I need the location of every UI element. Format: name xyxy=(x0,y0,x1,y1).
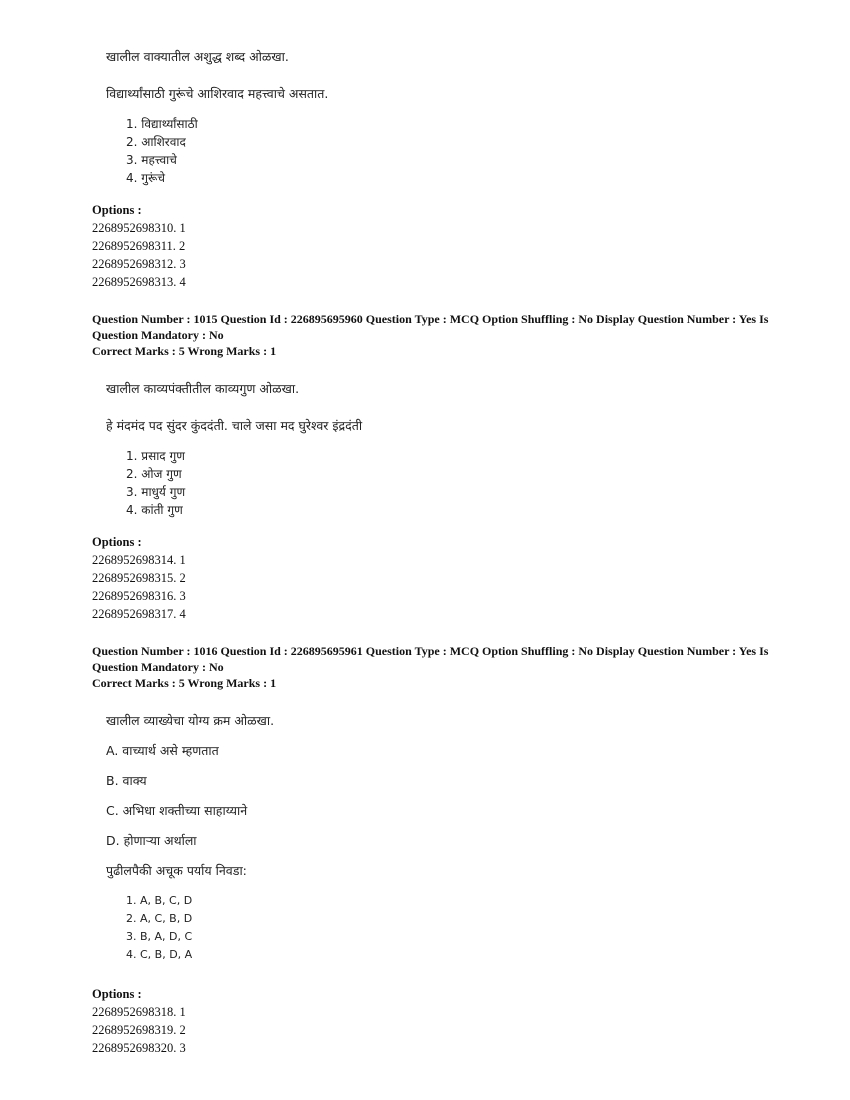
choice-list xyxy=(126,447,772,519)
option-id: 2268952698310. 1 xyxy=(92,221,186,235)
choice-item: 3. माधुर्य गुण xyxy=(126,485,186,499)
question-1015-header xyxy=(92,311,772,359)
question-1015 xyxy=(92,380,772,519)
option-id: 2268952698320. 3 xyxy=(92,1041,186,1055)
question-sentence: विद्यार्थ्यांसाठी गुरूंचे आशिरवाद महत्त्वाचे असतात. xyxy=(106,86,329,101)
options-1016 xyxy=(92,985,772,1057)
option-id: 2268952698314. 1 xyxy=(92,553,186,567)
question-meta: Question Number : 1015 Question Id : 226895695960 Question Type : MCQ Option Shuffling : No Display Question Number : Yes Is xyxy=(92,312,769,326)
question-instruction: खालील व्याख्येचा योग्य क्रम ओळखा. xyxy=(106,713,275,728)
definition-part: D. होणाऱ्या अर्थाला xyxy=(106,833,197,848)
option-id: 2268952698312. 3 xyxy=(92,257,186,271)
question-sentence: हे मंदमंद पद सुंदर कुंददंती. चाले जसा मद घुरेश्वर इंद्रदंती xyxy=(106,418,363,433)
question-1016-header xyxy=(92,643,772,691)
choice-list xyxy=(126,115,772,187)
question-body xyxy=(106,712,772,964)
options-label: Options : xyxy=(92,535,142,549)
choice-list xyxy=(126,892,772,964)
option-id: 2268952698319. 2 xyxy=(92,1023,186,1037)
options-label: Options : xyxy=(92,987,142,1001)
choice-item: 2. ओज गुण xyxy=(126,467,182,481)
question-instruction: खालील वाक्यातील अशुद्ध शब्द ओळखा. xyxy=(106,49,289,64)
question-mandatory: Question Mandatory : No xyxy=(92,328,224,342)
question-marks: Correct Marks : 5 Wrong Marks : 1 xyxy=(92,344,277,358)
options-1015 xyxy=(92,533,772,623)
options-label: Options : xyxy=(92,203,142,217)
choice-item: 1. A, B, C, D xyxy=(126,894,193,907)
options-1014 xyxy=(92,201,772,291)
option-id: 2268952698318. 1 xyxy=(92,1005,186,1019)
definition-part: B. वाक्य xyxy=(106,773,147,788)
choice-item: 4. कांती गुण xyxy=(126,503,183,517)
question-1016 xyxy=(92,712,772,964)
option-id: 2268952698313. 4 xyxy=(92,275,186,289)
choice-item: 4. गुरूंचे xyxy=(126,171,165,185)
choice-item: 4. C, B, D, A xyxy=(126,948,193,961)
choice-item: 2. A, C, B, D xyxy=(126,912,193,925)
option-id: 2268952698311. 2 xyxy=(92,239,186,253)
question-meta: Question Number : 1016 Question Id : 226895695961 Question Type : MCQ Option Shuffling : No Display Question Number : Yes Is xyxy=(92,644,769,658)
option-id: 2268952698315. 2 xyxy=(92,571,186,585)
question-prompt: पुढीलपैकी अचूक पर्याय निवडा: xyxy=(106,863,247,878)
choice-item: 1. विद्यार्थ्यांसाठी xyxy=(126,117,198,131)
definition-part: A. वाच्यार्थ असे म्हणतात xyxy=(106,743,219,758)
question-body xyxy=(106,380,772,519)
choice-item: 3. महत्त्वाचे xyxy=(126,153,177,167)
question-mandatory: Question Mandatory : No xyxy=(92,660,224,674)
definition-part: C. अभिधा शक्तीच्या साहाय्याने xyxy=(106,803,248,818)
choice-item: 3. B, A, D, C xyxy=(126,930,193,943)
question-body xyxy=(106,48,772,187)
option-id: 2268952698317. 4 xyxy=(92,607,186,621)
question-marks: Correct Marks : 5 Wrong Marks : 1 xyxy=(92,676,277,690)
question-instruction: खालील काव्यपंक्तीतील काव्यगुण ओळखा. xyxy=(106,381,300,396)
option-id: 2268952698316. 3 xyxy=(92,589,186,603)
choice-item: 1. प्रसाद गुण xyxy=(126,449,185,463)
question-1014 xyxy=(92,48,772,187)
choice-item: 2. आशिरवाद xyxy=(126,135,186,149)
